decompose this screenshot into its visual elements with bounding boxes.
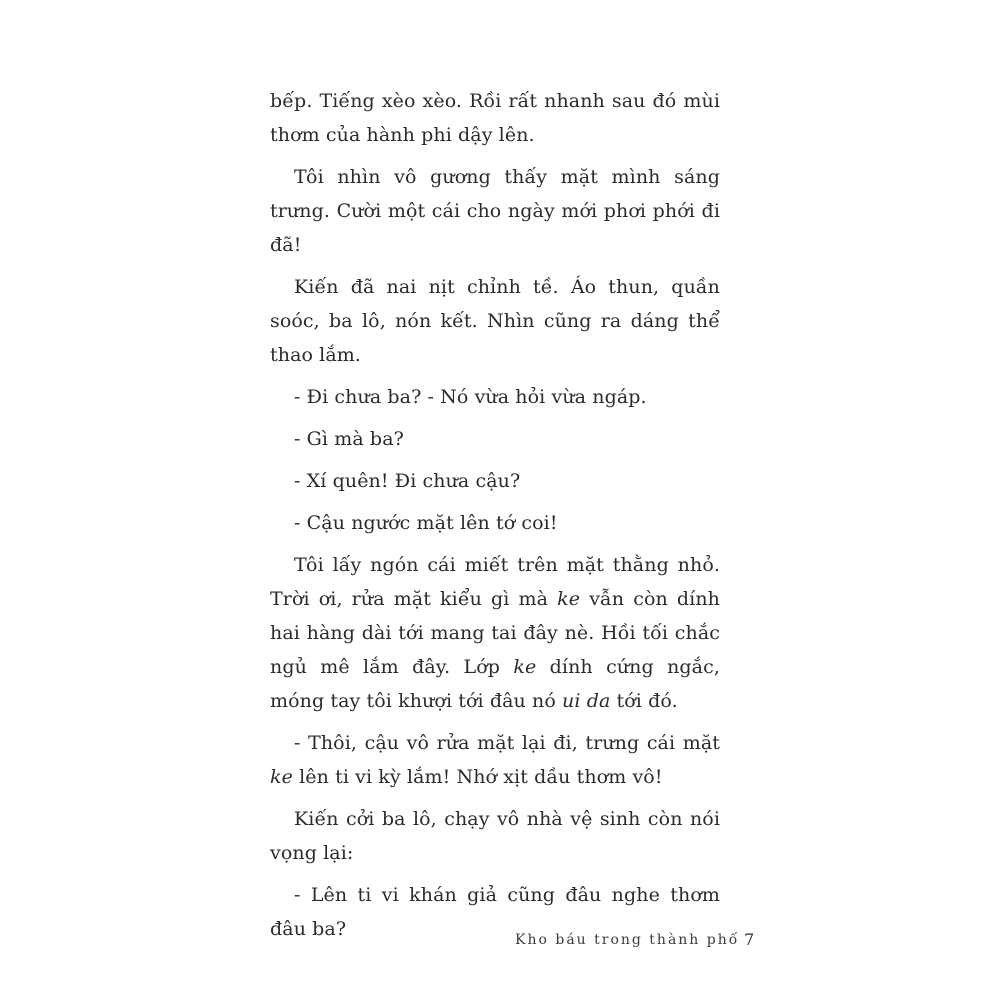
italic-text: ui da — [562, 690, 611, 712]
text-segment: Kiến đã nai nịt chỉnh tề. Áo thun, quần soóc, ba lô, nón kết. Nhìn cũng ra dáng thể thao lắm. — [270, 276, 720, 366]
text-segment: - Xí quên! Đi chưa cậu? — [294, 470, 521, 492]
dialogue-paragraph — [270, 506, 720, 540]
italic-text: ke — [513, 656, 537, 678]
text-segment: Kiến cởi ba lô, chạy vô nhà vệ sinh còn nói vọng lại: — [270, 808, 720, 864]
running-title: Kho báu trong thành phố — [515, 932, 740, 948]
page-number: 7 — [744, 930, 755, 949]
text-segment: - Thôi, cậu vô rửa mặt lại đi, trưng cái mặt — [294, 732, 720, 754]
text-segment: vẫn còn dính hai hàng dài tới mang tai đây nè. Hồi tối chắc ngủ mê lắm đây. Lớp — [270, 588, 721, 678]
page-footer — [0, 928, 1000, 958]
book-page-body — [270, 84, 720, 954]
text-segment: bếp. Tiếng xèo xèo. Rồi rất nhanh sau đó mùi thơm của hành phi dậy lên. — [270, 90, 720, 146]
text-paragraph — [270, 802, 720, 870]
text-segment: lên ti vi kỳ lắm! Nhớ xịt dầu thơm vô! — [292, 766, 663, 788]
text-segment: dính cứng ngắc, móng tay tôi khượi tới đâu nó — [270, 656, 720, 712]
text-paragraph — [270, 160, 720, 262]
text-segment: Tôi nhìn vô gương thấy mặt mình sáng trưng. Cười một cái cho ngày mới phơi phới đi đã! — [270, 166, 720, 256]
text-segment: tới đó. — [610, 690, 678, 712]
dialogue-paragraph — [270, 464, 720, 498]
text-segment: - Gì mà ba? — [294, 428, 404, 450]
text-segment: Tôi lấy ngón cái miết trên mặt thằng nhỏ. Trời ơi, rửa mặt kiểu gì mà — [270, 554, 720, 610]
dialogue-paragraph — [270, 726, 720, 794]
text-segment: - Cậu ngước mặt lên tớ coi! — [294, 512, 558, 534]
text-paragraph — [270, 84, 720, 152]
text-paragraph — [270, 270, 720, 372]
dialogue-paragraph — [270, 380, 720, 414]
italic-text: ke — [270, 766, 293, 788]
text-segment: - Lên ti vi khán giả cũng đâu nghe thơm đâu ba? — [270, 884, 720, 940]
dialogue-paragraph — [270, 422, 720, 456]
italic-text: ke — [557, 588, 581, 610]
text-segment: - Đi chưa ba? - Nó vừa hỏi vừa ngáp. — [294, 386, 647, 408]
text-paragraph — [270, 548, 720, 718]
